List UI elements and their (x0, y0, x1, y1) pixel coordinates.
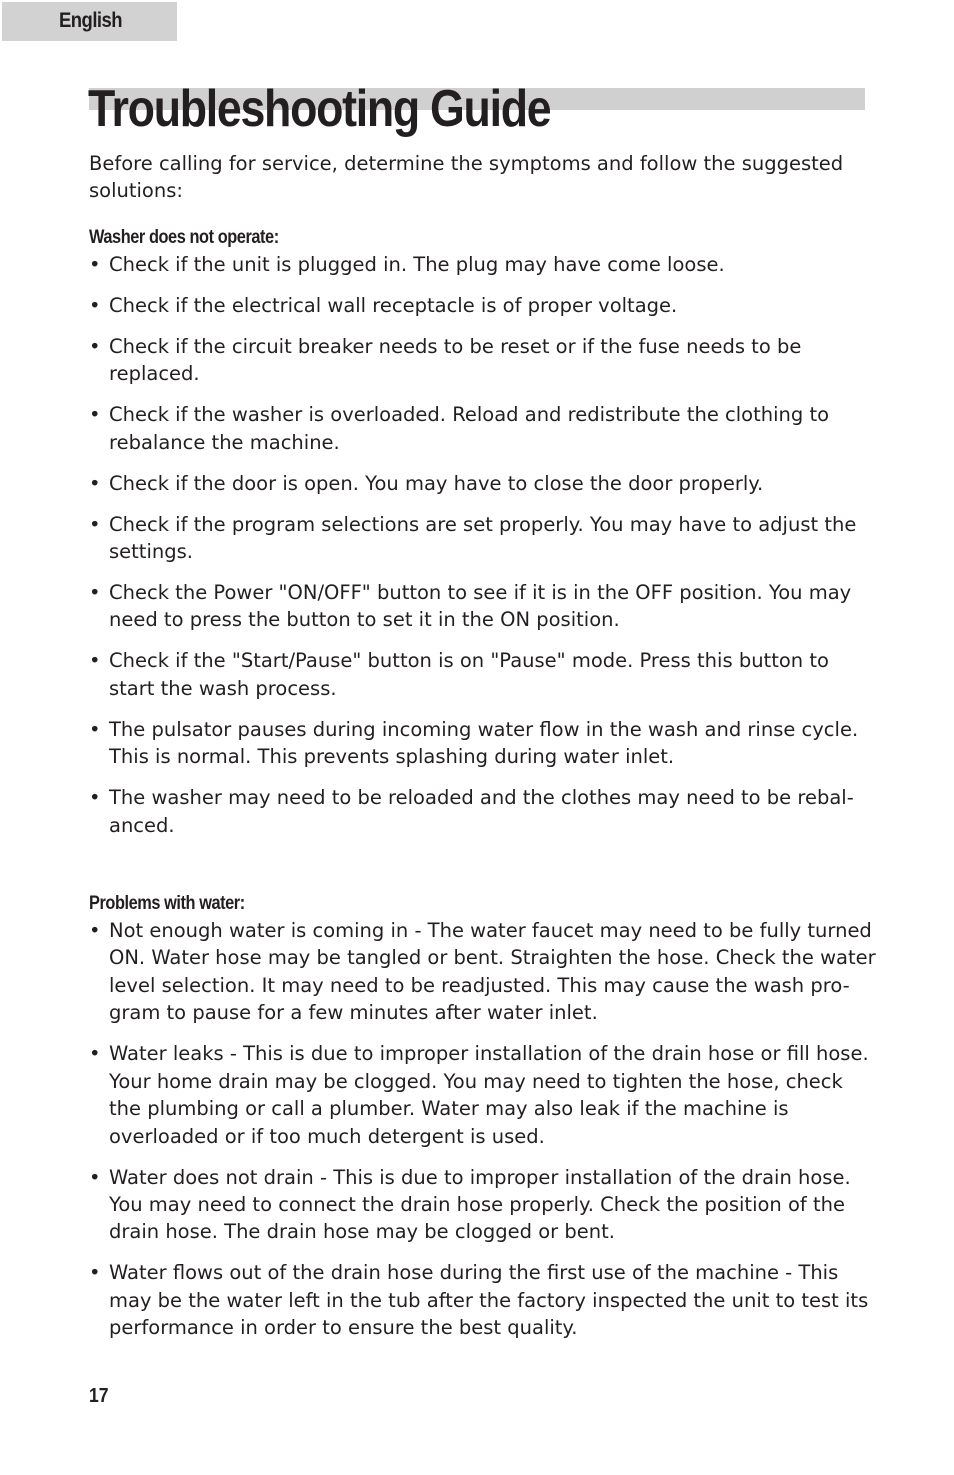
section-heading: Problems with water: (89, 893, 245, 915)
list-item-text: Check if the "Start/Pause" button is on "Pause" mode. Press this button to start the wash process. (109, 649, 829, 700)
list-item (89, 292, 879, 319)
list-item (89, 333, 879, 388)
list-item-text: Check if the circuit breaker needs to be reset or if the fuse needs to be replaced. (109, 334, 802, 386)
section-washer-does-not-operate (89, 225, 879, 839)
list-item-text: The washer may need to be reloaded and the clothes may need to be rebal-anced. (109, 786, 854, 837)
bullet-icon: • (89, 919, 101, 943)
bullet-list (89, 917, 879, 1341)
list-item (89, 511, 879, 566)
list-item (89, 784, 879, 839)
list-item-text: Check if the electrical wall receptacle is of proper voltage. (109, 293, 678, 317)
list-item (89, 1164, 879, 1246)
list-item-text: Water flows out of the drain hose during the first use of the machine - This may be the water left in the tub after the factory inspected the unit to test its performance in order to ensure the best quality. (109, 1261, 869, 1340)
section-heading: Washer does not operate: (89, 226, 279, 248)
list-item-text: Check if the washer is overloaded. Reload and redistribute the clothing to rebalance the machine. (109, 403, 830, 454)
list-item (89, 251, 879, 278)
list-item-text: Not enough water is coming in - The water faucet may need to be fully turned ON. Water hose may be tangled or bent. Straighten the hose. Check the water level selection. It may need to be readjusted. This may cause the wash pro-gram to pause for a few minutes after water inlet. (109, 919, 876, 1025)
list-item-text: Check the Power "ON/OFF" button to see if it is in the OFF position. You may need to press the button to set it in the ON position. (109, 581, 852, 632)
list-item-text: Check if the program selections are set properly. You may have to adjust the settings. (109, 512, 857, 564)
bullet-icon: • (89, 1042, 101, 1066)
bullet-icon: • (89, 293, 101, 317)
list-item (89, 917, 879, 1027)
bullet-icon: • (89, 581, 101, 605)
list-item (89, 470, 879, 497)
bullet-icon: • (89, 471, 101, 495)
bullet-icon: • (89, 252, 101, 276)
list-item (89, 579, 879, 634)
intro-paragraph: Before calling for service, determine the symptoms and follow the suggested solutions: (89, 152, 844, 203)
page-title: Troubleshooting Guide (88, 80, 551, 138)
list-item (89, 1259, 879, 1341)
bullet-list (89, 251, 879, 839)
bullet-icon: • (89, 1165, 101, 1189)
bullet-icon: • (89, 1261, 101, 1285)
language-tab-label: English (59, 9, 123, 32)
list-item-text: Check if the unit is plugged in. The plug may have come loose. (109, 252, 725, 276)
bullet-icon: • (89, 786, 101, 810)
bullet-icon: • (89, 334, 101, 358)
list-item (89, 1040, 879, 1150)
list-item-text: The pulsator pauses during incoming water flow in the wash and rinse cycle. This is normal. This prevents splashing during water inlet. (109, 717, 859, 769)
list-item-text: Water leaks - This is due to improper installation of the drain hose or fill hose. Your home drain may be clogged. You may need to tighten the hose, check the plumbing or call a plumber. Water may also leak if the machine is overloaded or if too much detergent is used. (109, 1042, 869, 1148)
bullet-icon: • (89, 649, 101, 673)
list-item (89, 401, 879, 456)
list-item-text: Check if the door is open. You may have to close the door properly. (109, 471, 764, 495)
language-tab (2, 2, 177, 41)
list-item (89, 716, 879, 771)
page-number: 17 (89, 1385, 109, 1407)
bullet-icon: • (89, 717, 101, 741)
list-item-text: Water does not drain - This is due to improper installation of the drain hose. You may need to connect the drain hose properly. Check the position of the drain hose. The drain hose may be clogged or bent. (109, 1165, 851, 1244)
bullet-icon: • (89, 512, 101, 536)
main-content (89, 150, 879, 1355)
list-item (89, 647, 879, 702)
bullet-icon: • (89, 403, 101, 427)
section-problems-with-water (89, 891, 879, 1341)
